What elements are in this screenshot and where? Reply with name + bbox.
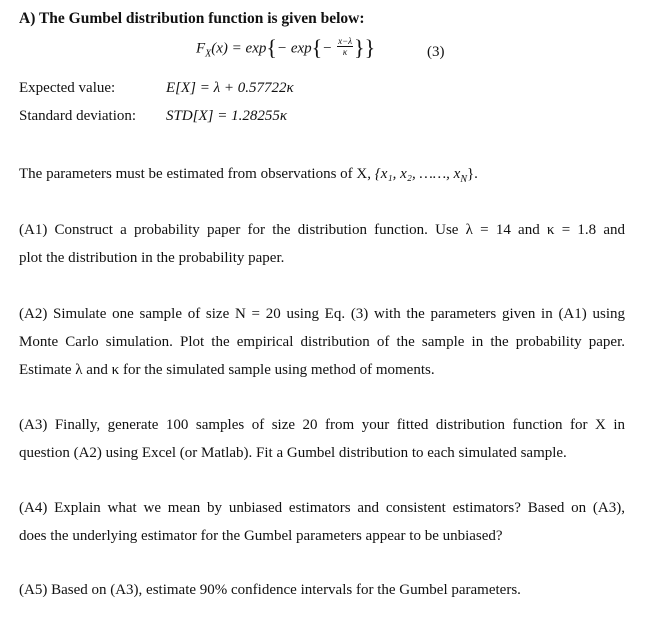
question-a5 bbox=[19, 576, 625, 604]
formula-inner-exp: exp bbox=[290, 40, 312, 57]
open-brace-inner: { bbox=[311, 35, 323, 60]
question-a1 bbox=[19, 216, 625, 272]
question-a4 bbox=[19, 494, 625, 550]
question-a4-line2: does the underlying estimator for the Gumbel parameters appear to be unbiased? bbox=[19, 528, 503, 544]
close-braces: }} bbox=[354, 35, 376, 60]
question-a3 bbox=[19, 411, 625, 467]
std-dev-label: Standard deviation: bbox=[19, 108, 137, 124]
question-a5-line1: (A5) Based on (A3), estimate 90% confidence intervals for the Gumbel parameters. bbox=[19, 582, 521, 598]
formula-lhs-sub: X bbox=[205, 48, 212, 60]
formula-lhs: F bbox=[196, 40, 206, 57]
intro-text bbox=[19, 166, 478, 185]
question-a2 bbox=[19, 300, 625, 384]
open-brace-outer: { bbox=[266, 35, 277, 60]
question-a1-line1: (A1) Construct a probability paper for the distribution function. Use λ = 14 and κ = 1.8 and bbox=[19, 222, 625, 238]
observation-set: {x₁, x₂, ……, $x_N$}. bbox=[374, 166, 478, 185]
expected-value-label: Expected value: bbox=[19, 80, 116, 96]
question-a1-line2: plot the distribution in the probability paper. bbox=[19, 250, 285, 266]
question-a2-line2: Monte Carlo simulation. Plot the empirical distribution of the sample in the probability paper. bbox=[19, 334, 625, 350]
formula-lhs-arg: (x) = exp bbox=[211, 40, 267, 57]
question-a3-line1: (A3) Finally, generate 100 samples of size 20 from your fitted distribution function for X in bbox=[19, 417, 625, 433]
formula-fraction bbox=[337, 36, 353, 57]
section-title: A) The Gumbel distribution function is given below: bbox=[19, 10, 365, 27]
std-dev-formula: STD[X] = 1.28255κ bbox=[166, 108, 288, 124]
question-a4-line1: (A4) Explain what we mean by unbiased estimators and consistent estimators? Based on (A3), bbox=[19, 500, 625, 516]
question-a2-line1: (A2) Simulate one sample of size N = 20 using Eq. (3) with the parameters given in (A1) using bbox=[19, 306, 625, 322]
equation-number: (3) bbox=[427, 44, 445, 60]
fraction-denominator: κ bbox=[342, 46, 348, 57]
intro-sentence: The parameters must be estimated from observations of X, bbox=[19, 166, 371, 182]
question-a2-line3: Estimate λ and κ for the simulated sample using method of moments. bbox=[19, 362, 435, 378]
fraction-numerator: x−λ bbox=[338, 35, 353, 46]
expected-value-formula: E[X] = λ + 0.57722κ bbox=[166, 80, 294, 96]
question-a3-line2: question (A2) using Excel (or Matlab). Fit a Gumbel distribution to each simulated sample. bbox=[19, 445, 567, 461]
gumbel-formula: $F_X(x) = \exp\{- \exp\{-$ $\frac{x-\lambda}{\kappa}$ }} bbox=[196, 35, 376, 60]
